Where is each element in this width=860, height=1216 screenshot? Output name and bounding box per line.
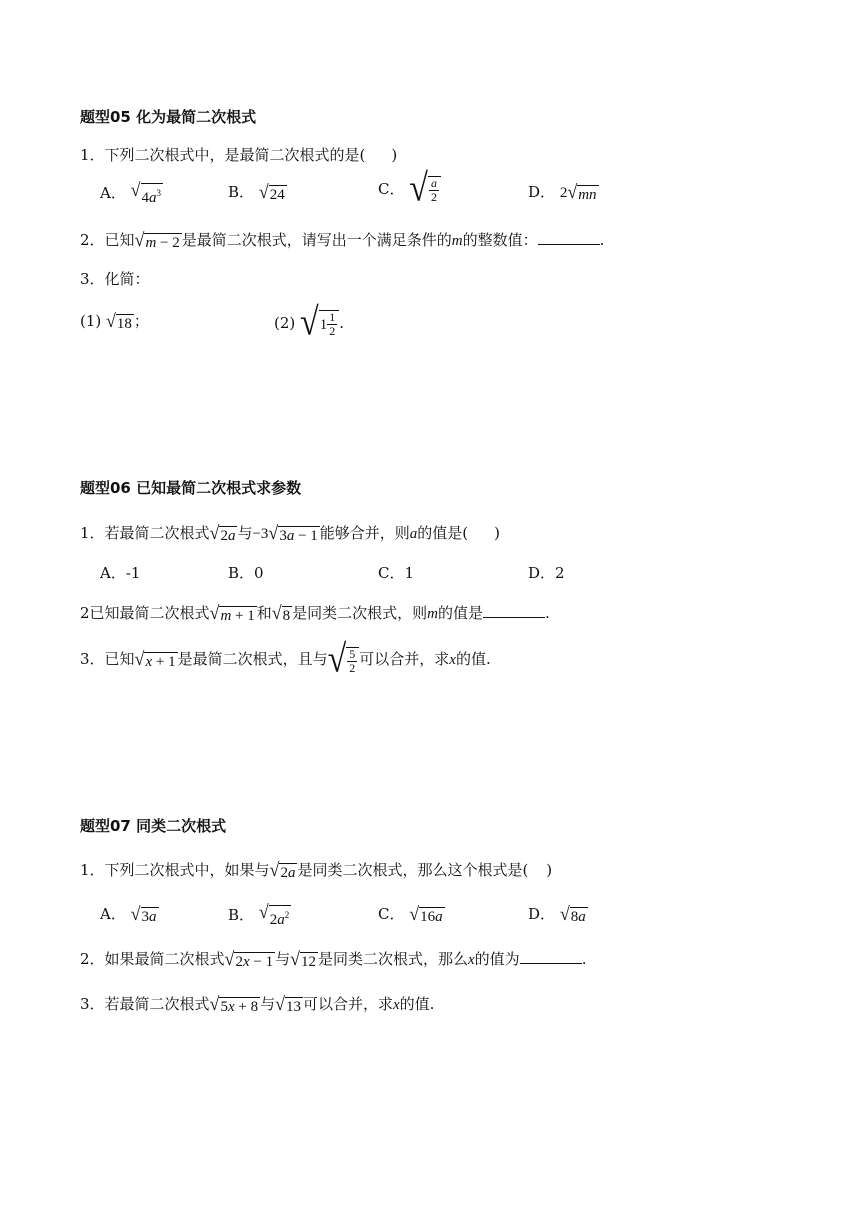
sqrt-expression: √ 2a: [269, 858, 296, 881]
option-a: A．-1: [100, 564, 141, 582]
sqrt-expression: √ 8: [271, 601, 291, 624]
question-text: 1．下列二次根式中，是最简二次根式的是(: [80, 146, 366, 164]
sqrt-expression: √ $\frac{a}{2}$: [409, 172, 441, 206]
option-b: B． √ $2a^2$: [228, 901, 290, 928]
question-07-3: 3．若最简二次根式 √ 5x + 8 与 √ 13 可以合并，求x的值.: [80, 992, 435, 1015]
sqrt-expression: √ 2a: [209, 521, 236, 544]
sqrt-expression: √ 3a: [130, 902, 157, 925]
sqrt-expression: √ 1 $\frac{1}{2}$: [300, 306, 339, 340]
sqrt-expression: √ 3a − 1: [268, 521, 318, 544]
question-06-3: 3．已知 √ x + 1 是最简二次根式，且与 √ $\frac{5}{2}$ 可以合并，求x的值.: [80, 638, 491, 681]
sqrt-expression: √ 13: [275, 992, 301, 1015]
sqrt-expression: √ 16a: [409, 902, 443, 925]
question-07-2: 2．如果最简二次根式 √ 2x − 1 与 √ 12 是同类二次根式，那么x的值为 .: [80, 947, 587, 970]
question-05-1: 1．下列二次根式中，是最简二次根式的是( ): [80, 146, 398, 164]
question-06-2: 2已知最简二次根式 √ m + 1 和 √ 8 是同类二次根式，则m的值是 .: [80, 601, 550, 624]
option-c: C． √ 16a: [378, 902, 443, 925]
section-title-06: 题型06 已知最简二次根式求参数: [80, 479, 302, 497]
sqrt-expression: √ m − 2: [134, 228, 180, 251]
sqrt-expression: √ x + 1: [134, 647, 176, 670]
question-05-2: 2．已知 √ m − 2 是最简二次根式，请写出一个满足条件的m的整数值： .: [80, 228, 605, 251]
option-d: D． 2 √ mn: [528, 180, 597, 203]
sqrt-expression: √ m + 1: [209, 601, 255, 624]
sqrt-expression: √ 12: [290, 947, 316, 970]
question-05-3-part1: (1) √ 18 ；: [80, 309, 149, 332]
option-c: C． √ $\frac{a}{2}$: [378, 172, 441, 206]
sqrt-expression: √ 2x − 1: [224, 947, 274, 970]
option-c: C．1: [378, 564, 415, 582]
option-a: A． √ $4a^3$: [100, 179, 162, 206]
option-d: D．2: [528, 564, 565, 582]
option-b: B． √ 24: [228, 180, 285, 203]
question-05-3: 3．化简：: [80, 270, 150, 288]
question-06-1: 1．若最简二次根式 √ 2a 与−3 √ 3a − 1 能够合并，则a的值是( ): [80, 521, 501, 544]
answer-blank[interactable]: [520, 949, 582, 964]
sqrt-expression: √ mn: [567, 180, 597, 203]
answer-blank[interactable]: [538, 230, 600, 245]
question-07-1: 1．下列二次根式中，如果与 √ 2a 是同类二次根式，那么这个根式是( ): [80, 858, 553, 881]
sqrt-expression: √ $\frac{5}{2}$: [328, 643, 360, 677]
option-d: D． √ 8a: [528, 902, 586, 925]
sqrt-expression: √ 24: [258, 180, 285, 203]
sqrt-expression: √ 8a: [559, 902, 586, 925]
answer-blank[interactable]: [483, 603, 545, 618]
question-05-3-part2: (2) √ 1 $\frac{1}{2}$ .: [274, 301, 344, 344]
sqrt-expression: √ 5x + 8: [209, 992, 259, 1015]
section-title-07: 题型07 同类二次根式: [80, 817, 227, 835]
option-b: B．0: [228, 564, 264, 582]
sqrt-expression: √ $2a^2$: [258, 901, 290, 928]
sqrt-expression: √ 18: [106, 309, 132, 332]
section-title-05: 题型05 化为最简二次根式: [80, 108, 257, 126]
sqrt-expression: √ $4a^3$: [130, 179, 162, 206]
option-a: A． √ 3a: [100, 902, 157, 925]
